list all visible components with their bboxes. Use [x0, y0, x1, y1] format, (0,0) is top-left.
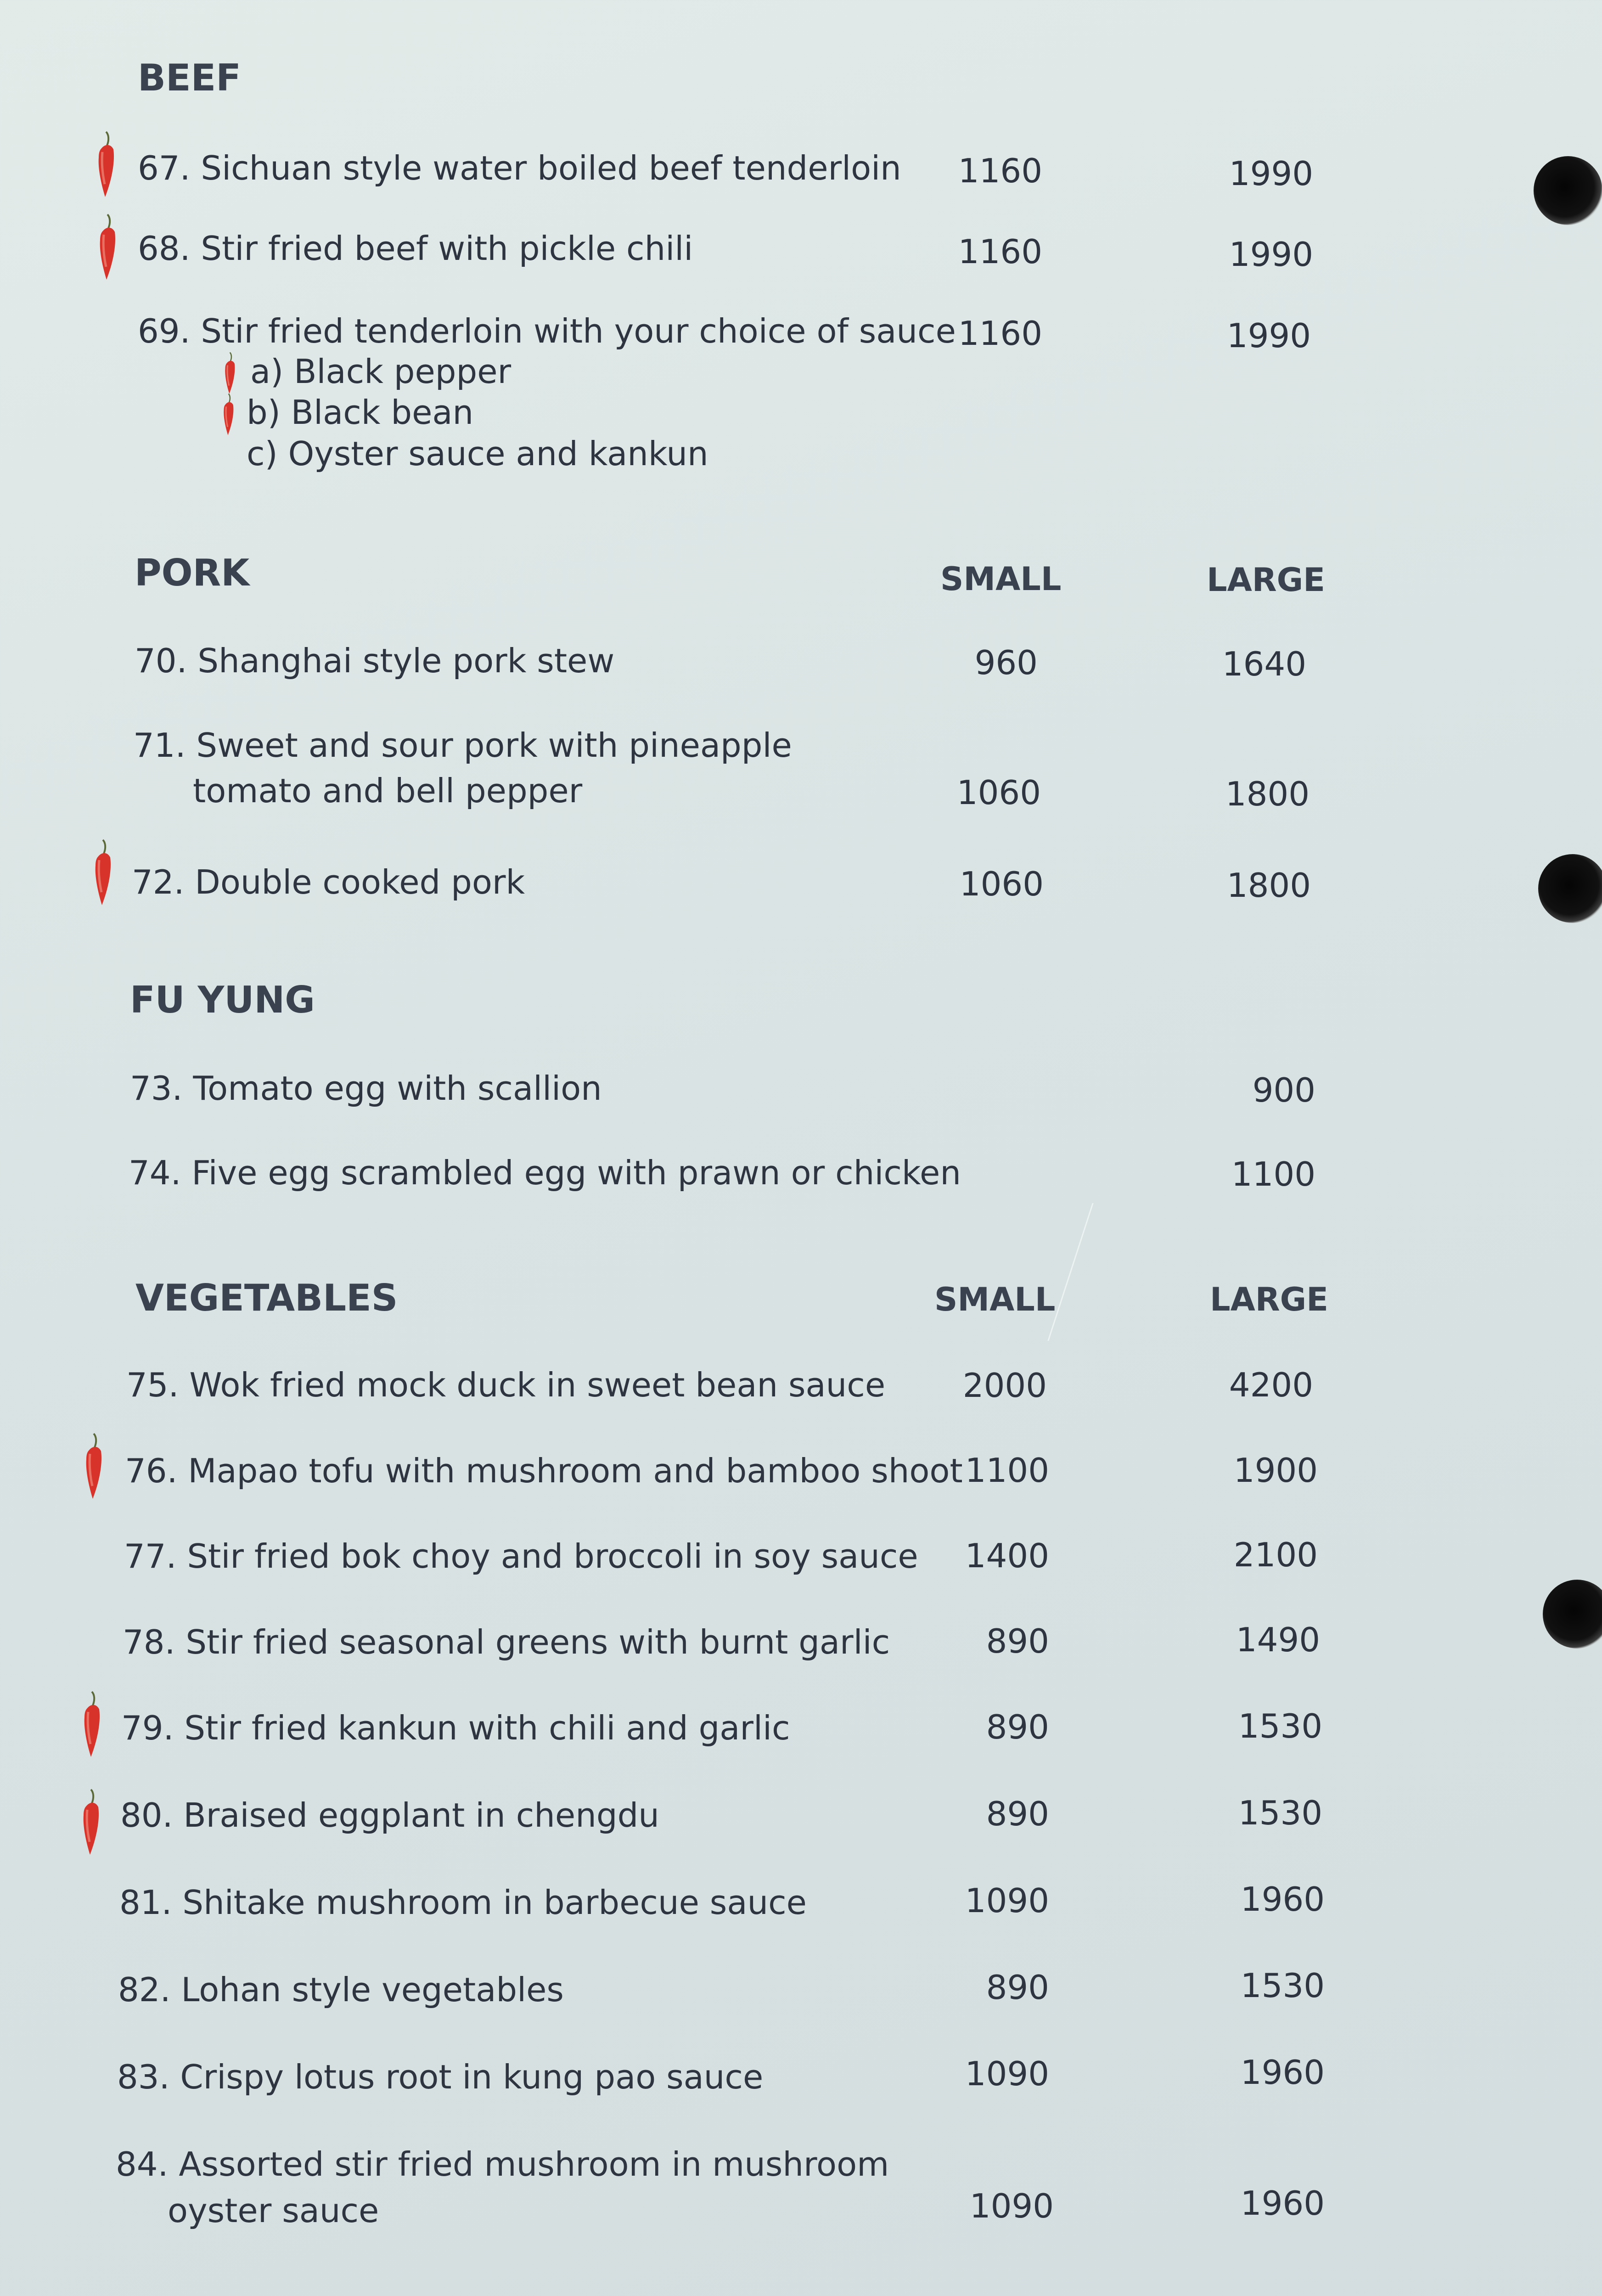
section-heading-pork: PORK	[135, 551, 250, 594]
column-header-small: SMALL	[934, 1281, 1056, 1318]
item-price-small: 1090	[965, 1881, 1049, 1920]
sauce-option: b) Black bean	[247, 393, 474, 432]
item-name: 81. Shitake mushroom in barbecue sauce	[119, 1883, 807, 1922]
item-name: 79. Stir fried kankun with chili and garlic	[121, 1709, 790, 1747]
section-heading-beef: BEEF	[138, 56, 241, 99]
chili-icon	[221, 393, 235, 436]
item-price-small: 890	[986, 1708, 1049, 1746]
column-header-large: LARGE	[1210, 1281, 1328, 1318]
sauce-option: c) Oyster sauce and kankun	[247, 434, 708, 473]
item-price-small: 1160	[958, 314, 1042, 353]
item-name: 80. Braised eggplant in chengdu	[120, 1796, 659, 1835]
item-price-small: 1060	[959, 865, 1044, 903]
column-header-small: SMALL	[940, 560, 1062, 598]
chili-icon	[80, 1788, 101, 1857]
item-price-small: 1160	[958, 232, 1042, 271]
item-price-large: 1530	[1238, 1707, 1322, 1745]
binder-hole-3	[1543, 1580, 1602, 1649]
chili-icon	[96, 213, 118, 281]
item-price-small: 1090	[965, 2054, 1049, 2093]
item-name: 68. Stir fried beef with pickle chili	[138, 229, 693, 268]
item-name: 77. Stir fried bok choy and broccoli in soy sauce	[124, 1537, 918, 1576]
sauce-option: a) Black pepper	[250, 352, 512, 391]
item-name: 70. Shanghai style pork stew	[135, 642, 615, 680]
chili-icon	[95, 130, 116, 199]
binder-hole-1	[1534, 156, 1602, 225]
item-price-small: 1090	[969, 2187, 1054, 2225]
item-name: 74. Five egg scrambled egg with prawn or chicken	[129, 1154, 961, 1192]
item-name: 69. Stir fried tenderloin with your choice of sauce	[138, 312, 956, 350]
item-price-small: 890	[986, 1968, 1049, 2007]
item-name: 82. Lohan style vegetables	[118, 1970, 564, 2009]
item-price-large: 1900	[1233, 1451, 1318, 1490]
item-name: 72. Double cooked pork	[132, 863, 525, 901]
item-name: 67. Sichuan style water boiled beef tenderloin	[138, 149, 901, 187]
item-name: 84. Assorted stir fried mushroom in mushroom	[116, 2145, 889, 2183]
chili-icon	[83, 1432, 104, 1501]
item-price-large: 1990	[1229, 235, 1313, 274]
item-price-large: 1990	[1229, 154, 1313, 193]
item-name-line2: oyster sauce	[168, 2191, 379, 2230]
item-price-large: 4200	[1229, 1366, 1313, 1404]
item-price-large: 1800	[1225, 775, 1310, 813]
item-price-large: 1530	[1238, 1794, 1322, 1832]
item-price-large: 1960	[1240, 2053, 1325, 2092]
item-name: 75. Wok fried mock duck in sweet bean sauce	[126, 1366, 886, 1404]
item-price-large: 1490	[1236, 1621, 1320, 1659]
item-price-small: 1100	[965, 1451, 1049, 1490]
item-price-large: 1960	[1240, 2184, 1325, 2223]
binder-hole-2	[1538, 854, 1602, 923]
chili-icon	[223, 351, 236, 395]
item-price-large: 1640	[1222, 645, 1306, 683]
item-price-large: 1800	[1226, 866, 1311, 905]
item-price-small: 1060	[956, 773, 1041, 812]
paper-crease	[1047, 1203, 1153, 1341]
section-heading-fu-yung: FU YUNG	[130, 979, 315, 1021]
item-price-small: 1160	[958, 152, 1042, 190]
item-name: 83. Crispy lotus root in kung pao sauce	[117, 2058, 764, 2096]
item-price-large: 1960	[1240, 1880, 1325, 1919]
item-price-large: 900	[1252, 1071, 1315, 1109]
item-price-small: 2000	[962, 1366, 1047, 1405]
item-price-small: 890	[986, 1622, 1049, 1660]
item-name: 73. Tomato egg with scallion	[130, 1069, 602, 1108]
item-price-small: 890	[986, 1795, 1049, 1833]
item-price-small: 1400	[965, 1536, 1049, 1575]
section-heading-vegetables: VEGETABLES	[135, 1277, 398, 1319]
item-price-small: 960	[974, 643, 1038, 682]
item-price-large: 2100	[1233, 1536, 1318, 1574]
chili-icon	[81, 1690, 102, 1759]
column-header-large: LARGE	[1207, 561, 1325, 599]
chili-icon	[92, 838, 113, 907]
item-name-line2: tomato and bell pepper	[193, 771, 583, 810]
item-name: 78. Stir fried seasonal greens with burnt garlic	[123, 1623, 890, 1661]
item-name: 71. Sweet and sour pork with pineapple	[133, 726, 792, 765]
item-price-large: 1990	[1226, 316, 1311, 355]
item-price-large: 1530	[1240, 1966, 1325, 2005]
item-name: 76. Mapao tofu with mushroom and bamboo shoot	[125, 1452, 963, 1490]
item-price-large: 1100	[1231, 1155, 1315, 1193]
